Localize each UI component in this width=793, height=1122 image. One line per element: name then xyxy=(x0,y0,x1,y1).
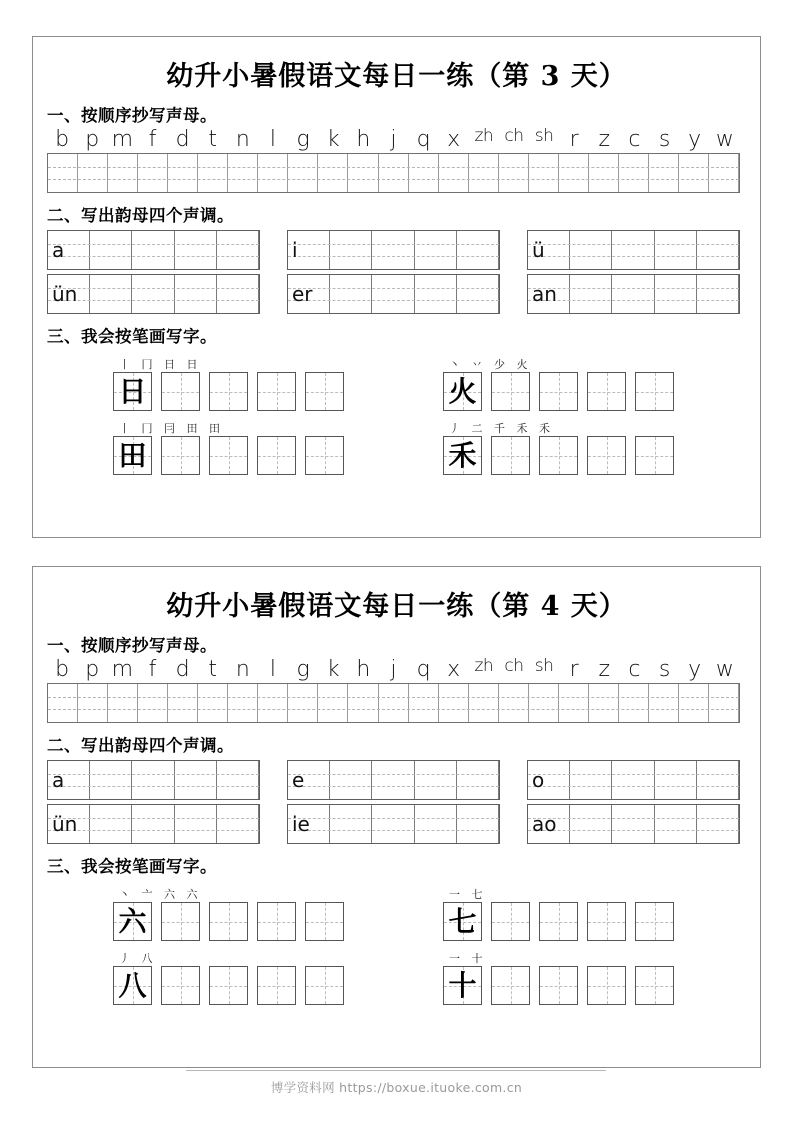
tone-cell[interactable] xyxy=(175,275,217,313)
writing-cell[interactable] xyxy=(439,154,469,192)
vowel-label: ü xyxy=(532,238,545,263)
initial-letter: sh xyxy=(534,656,554,676)
tone-cell[interactable] xyxy=(372,761,414,799)
grid-cross-vertical xyxy=(607,373,608,410)
initial-letter: s xyxy=(658,127,671,152)
tianzige-blank[interactable] xyxy=(209,966,248,1005)
grid-cross-vertical xyxy=(277,437,278,474)
writing-cell[interactable] xyxy=(439,684,469,722)
model-character: 日 xyxy=(118,374,147,408)
tianzige-blank[interactable] xyxy=(305,902,344,941)
tianzige-blank[interactable] xyxy=(209,436,248,475)
initial-letter: g xyxy=(296,127,310,152)
tone-cell[interactable] xyxy=(330,275,372,313)
initial-letter: n xyxy=(235,657,250,682)
stroke-order-sequence: 一 七 xyxy=(449,888,487,902)
tone-cell[interactable] xyxy=(457,805,499,843)
grid-cross-vertical xyxy=(325,903,326,940)
grid-cross-vertical xyxy=(511,373,512,410)
footer-divider xyxy=(186,1070,606,1071)
writing-cell[interactable] xyxy=(48,154,78,192)
initial-letter: j xyxy=(390,657,397,682)
initial-letter: n xyxy=(235,127,250,152)
tone-cell[interactable] xyxy=(612,805,654,843)
initial-letter: d xyxy=(175,657,190,682)
tianzige-row xyxy=(443,966,674,1005)
tone-practice-box[interactable] xyxy=(47,274,260,314)
worksheet-card-day3 xyxy=(32,36,761,538)
tianzige-blank[interactable] xyxy=(539,902,578,941)
tianzige-model[interactable] xyxy=(113,372,152,411)
grid-cross-vertical xyxy=(511,967,512,1004)
writing-cell[interactable] xyxy=(379,154,409,192)
vowel-label: i xyxy=(292,238,298,263)
initial-letter: f xyxy=(148,127,157,152)
tone-cell[interactable] xyxy=(612,761,654,799)
tone-cell[interactable] xyxy=(330,761,372,799)
writing-cell[interactable] xyxy=(78,154,108,192)
tianzige-blank[interactable] xyxy=(209,372,248,411)
initial-letter: h xyxy=(356,657,371,682)
tianzige-blank[interactable] xyxy=(257,902,296,941)
writing-cell[interactable] xyxy=(138,154,168,192)
tone-cell[interactable] xyxy=(612,231,654,269)
writing-cell[interactable] xyxy=(138,684,168,722)
grid-cross-vertical xyxy=(325,967,326,1004)
model-character: 禾 xyxy=(448,438,477,472)
tianzige-model[interactable] xyxy=(113,436,152,475)
initial-letter: b xyxy=(55,127,70,152)
grid-cross-vertical xyxy=(181,967,182,1004)
character-block xyxy=(113,421,344,475)
character-block xyxy=(443,951,674,1005)
writing-cell[interactable] xyxy=(318,684,348,722)
tone-cell[interactable] xyxy=(655,761,697,799)
tone-cell[interactable] xyxy=(372,231,414,269)
tone-cell[interactable] xyxy=(90,275,132,313)
writing-cell[interactable] xyxy=(288,154,318,192)
writing-cell[interactable] xyxy=(649,684,679,722)
vowel-label: ün xyxy=(52,282,78,307)
initial-letter: ch xyxy=(504,656,524,676)
grid-cross-vertical xyxy=(655,437,656,474)
grid-cross-vertical xyxy=(655,967,656,1004)
tianzige-blank[interactable] xyxy=(587,436,626,475)
tone-cell[interactable] xyxy=(457,761,499,799)
initials-writing-grid[interactable] xyxy=(47,153,740,193)
section-heading-copy-initials: 一、按顺序抄写声母。 xyxy=(47,106,217,125)
tone-practice-box[interactable] xyxy=(287,804,500,844)
tone-cell[interactable] xyxy=(612,275,654,313)
tone-cell[interactable] xyxy=(415,761,457,799)
tianzige-row xyxy=(113,966,344,1005)
tone-practice-box[interactable] xyxy=(287,230,500,270)
tone-row xyxy=(47,760,740,800)
section-heading-write-tones: 二、写出韵母四个声调。 xyxy=(47,206,234,226)
vowel-label: ün xyxy=(52,812,78,837)
grid-cross-vertical xyxy=(511,437,512,474)
tianzige-row xyxy=(443,436,674,475)
tone-cell[interactable] xyxy=(330,231,372,269)
initial-letter: z xyxy=(598,127,611,152)
tone-cell[interactable] xyxy=(457,275,499,313)
grid-cross-vertical xyxy=(559,373,560,410)
writing-cell[interactable] xyxy=(469,154,499,192)
tianzige-row xyxy=(113,902,344,941)
tone-row xyxy=(47,804,740,844)
writing-cell[interactable] xyxy=(529,154,559,192)
tianzige-blank[interactable] xyxy=(635,966,674,1005)
tone-practice-box[interactable] xyxy=(47,760,260,800)
initial-letter: b xyxy=(55,657,70,682)
initial-letter: l xyxy=(269,657,276,682)
vowel-label: ie xyxy=(292,812,310,837)
initial-letter: sh xyxy=(534,126,554,146)
grid-cross-vertical xyxy=(277,967,278,1004)
writing-cell[interactable] xyxy=(589,154,619,192)
initials-letter-row xyxy=(47,658,740,681)
tianzige-blank[interactable] xyxy=(161,902,200,941)
section-heading-stroke-writing: 三、我会按笔画写字。 xyxy=(47,857,217,877)
tianzige-row xyxy=(443,902,674,941)
model-character: 火 xyxy=(448,374,477,408)
vowel-label: an xyxy=(532,282,557,307)
writing-cell[interactable] xyxy=(228,684,258,722)
tone-cell[interactable] xyxy=(217,761,259,799)
writing-cell[interactable] xyxy=(409,684,439,722)
initial-letter: x xyxy=(447,127,461,152)
initial-letter: r xyxy=(569,657,579,682)
tone-cell[interactable] xyxy=(697,231,739,269)
footer-watermark xyxy=(0,1078,793,1096)
tone-cell[interactable] xyxy=(655,231,697,269)
tianzige-blank[interactable] xyxy=(539,436,578,475)
grid-cross-vertical xyxy=(181,903,182,940)
tone-cell[interactable] xyxy=(697,761,739,799)
writing-cell[interactable] xyxy=(679,154,709,192)
grid-cross-vertical xyxy=(181,437,182,474)
character-block xyxy=(443,357,674,411)
worksheet-card-day4 xyxy=(32,566,761,1068)
character-block xyxy=(443,887,674,941)
writing-cell[interactable] xyxy=(198,154,228,192)
writing-cell[interactable] xyxy=(709,684,739,722)
tone-practice-box[interactable] xyxy=(527,230,740,270)
character-practice-area xyxy=(33,353,760,503)
initial-letter: r xyxy=(569,127,579,152)
section-heading-write-tones: 二、写出韵母四个声调。 xyxy=(47,736,234,756)
initial-letter: l xyxy=(269,127,276,152)
tone-cell[interactable] xyxy=(570,761,612,799)
tianzige-model[interactable] xyxy=(443,902,482,941)
tianzige-row xyxy=(443,372,674,411)
tianzige-blank[interactable] xyxy=(257,436,296,475)
tone-practice-box[interactable] xyxy=(527,760,740,800)
tone-cell[interactable] xyxy=(132,231,174,269)
tone-practice-box[interactable] xyxy=(527,804,740,844)
tone-cell[interactable] xyxy=(570,275,612,313)
initials-letter-row xyxy=(47,128,740,151)
footer-text: 博学资料网 https://boxue.ituoke.com.cn xyxy=(270,1080,523,1095)
tone-cell[interactable] xyxy=(330,805,372,843)
tone-cell[interactable] xyxy=(655,275,697,313)
tone-cell[interactable] xyxy=(415,275,457,313)
tianzige-blank[interactable] xyxy=(539,372,578,411)
grid-cross-vertical xyxy=(229,437,230,474)
writing-cell[interactable] xyxy=(409,154,439,192)
tianzige-blank[interactable] xyxy=(587,372,626,411)
tone-cell[interactable] xyxy=(655,805,697,843)
tone-practice-box[interactable] xyxy=(527,274,740,314)
tone-cell[interactable] xyxy=(90,761,132,799)
model-character: 七 xyxy=(448,904,477,938)
initial-letter: t xyxy=(208,657,217,682)
writing-cell[interactable] xyxy=(559,154,589,192)
tianzige-blank[interactable] xyxy=(257,966,296,1005)
writing-cell[interactable] xyxy=(108,684,138,722)
writing-cell[interactable] xyxy=(619,154,649,192)
writing-cell[interactable] xyxy=(559,684,589,722)
tone-cell[interactable] xyxy=(697,805,739,843)
tianzige-row xyxy=(113,436,344,475)
model-character: 田 xyxy=(118,438,147,472)
tianzige-blank[interactable] xyxy=(491,436,530,475)
grid-cross-vertical xyxy=(655,373,656,410)
writing-cell[interactable] xyxy=(348,154,378,192)
tone-cell[interactable] xyxy=(372,805,414,843)
tone-cell[interactable] xyxy=(415,231,457,269)
vowel-label: o xyxy=(532,768,545,793)
vowel-label: a xyxy=(52,238,65,263)
initial-letter: p xyxy=(85,127,100,152)
tone-practice-box[interactable] xyxy=(47,804,260,844)
stroke-order-sequence: 丨 冂 冃 田 田 xyxy=(119,422,224,436)
tone-cell[interactable] xyxy=(217,805,259,843)
tianzige-blank[interactable] xyxy=(161,372,200,411)
tianzige-blank[interactable] xyxy=(635,436,674,475)
initial-letter: d xyxy=(175,127,190,152)
grid-cross-vertical xyxy=(559,903,560,940)
vowel-label: ao xyxy=(532,812,557,837)
initial-letter: p xyxy=(85,657,100,682)
grid-cross-vertical xyxy=(229,903,230,940)
grid-cross-vertical xyxy=(559,967,560,1004)
tone-cell[interactable] xyxy=(90,231,132,269)
tianzige-blank[interactable] xyxy=(491,966,530,1005)
initials-writing-grid[interactable] xyxy=(47,683,740,723)
grid-cross-vertical xyxy=(607,967,608,1004)
tianzige-blank[interactable] xyxy=(491,902,530,941)
stroke-order-sequence: 丿 八 xyxy=(119,952,157,966)
writing-cell[interactable] xyxy=(499,684,529,722)
tone-cell[interactable] xyxy=(570,805,612,843)
grid-cross-vertical xyxy=(607,903,608,940)
tianzige-model[interactable] xyxy=(443,436,482,475)
initial-letter: zh xyxy=(474,126,494,146)
initial-letter: q xyxy=(416,657,431,682)
grid-cross-vertical xyxy=(277,373,278,410)
vowel-label: a xyxy=(52,768,65,793)
writing-cell[interactable] xyxy=(529,684,559,722)
model-character: 十 xyxy=(448,968,477,1002)
tianzige-blank[interactable] xyxy=(587,902,626,941)
writing-cell[interactable] xyxy=(679,684,709,722)
tone-cell[interactable] xyxy=(697,275,739,313)
writing-cell[interactable] xyxy=(228,154,258,192)
initial-letter: w xyxy=(715,657,734,682)
initial-letter: m xyxy=(111,657,134,682)
worksheet-title: 幼升小暑假语文每日一练（第 3 天） xyxy=(166,61,627,92)
model-character: 八 xyxy=(118,968,147,1002)
grid-cross-vertical xyxy=(229,373,230,410)
grid-cross-vertical xyxy=(229,967,230,1004)
section-heading-copy-initials: 一、按顺序抄写声母。 xyxy=(47,636,217,655)
initial-letter: h xyxy=(356,127,371,152)
stroke-order-sequence: 丿 二 千 禾 禾 xyxy=(449,422,554,436)
writing-cell[interactable] xyxy=(318,154,348,192)
character-block xyxy=(113,887,344,941)
initial-letter: m xyxy=(111,127,134,152)
stroke-order-sequence: 丨 冂 日 日 xyxy=(119,358,202,372)
writing-cell[interactable] xyxy=(589,684,619,722)
tianzige-blank[interactable] xyxy=(209,902,248,941)
tianzige-blank[interactable] xyxy=(161,966,200,1005)
tianzige-blank[interactable] xyxy=(635,372,674,411)
grid-cross-vertical xyxy=(181,373,182,410)
initial-letter: j xyxy=(390,127,397,152)
tianzige-row xyxy=(113,372,344,411)
writing-cell[interactable] xyxy=(108,154,138,192)
tone-practice-box[interactable] xyxy=(47,230,260,270)
writing-cell[interactable] xyxy=(649,154,679,192)
vowel-label: er xyxy=(292,282,313,307)
initial-letter: q xyxy=(416,127,431,152)
tone-cell[interactable] xyxy=(457,231,499,269)
writing-cell[interactable] xyxy=(198,684,228,722)
tone-cell[interactable] xyxy=(132,275,174,313)
tianzige-blank[interactable] xyxy=(305,436,344,475)
initial-letter: z xyxy=(598,657,611,682)
initial-letter: f xyxy=(148,657,157,682)
writing-cell[interactable] xyxy=(48,684,78,722)
initial-letter: t xyxy=(208,127,217,152)
initial-letter: zh xyxy=(474,656,494,676)
tianzige-model[interactable] xyxy=(443,372,482,411)
section-heading-stroke-writing: 三、我会按笔画写字。 xyxy=(47,327,217,347)
initial-letter: k xyxy=(326,657,340,682)
writing-cell[interactable] xyxy=(469,684,499,722)
tone-cell[interactable] xyxy=(132,761,174,799)
tianzige-blank[interactable] xyxy=(491,372,530,411)
tianzige-blank[interactable] xyxy=(539,966,578,1005)
grid-cross-vertical xyxy=(325,373,326,410)
tianzige-blank[interactable] xyxy=(587,966,626,1005)
tianzige-blank[interactable] xyxy=(305,966,344,1005)
initial-letter: w xyxy=(715,127,734,152)
writing-cell[interactable] xyxy=(348,684,378,722)
tone-cell[interactable] xyxy=(175,761,217,799)
initial-letter: c xyxy=(628,657,641,682)
writing-cell[interactable] xyxy=(288,684,318,722)
tone-practice-box[interactable] xyxy=(287,760,500,800)
writing-cell[interactable] xyxy=(499,154,529,192)
writing-cell[interactable] xyxy=(168,154,198,192)
writing-cell[interactable] xyxy=(619,684,649,722)
tianzige-blank[interactable] xyxy=(305,372,344,411)
initial-letter: x xyxy=(447,657,461,682)
initial-letter: g xyxy=(296,657,310,682)
vowel-label: e xyxy=(292,768,305,793)
initial-letter: k xyxy=(326,127,340,152)
initial-letter: c xyxy=(628,127,641,152)
tone-practice-box[interactable] xyxy=(287,274,500,314)
initial-letter: y xyxy=(688,657,702,682)
stroke-order-sequence: 一 十 xyxy=(449,952,487,966)
tone-cell[interactable] xyxy=(217,275,259,313)
initial-letter: ch xyxy=(504,126,524,146)
tone-cell[interactable] xyxy=(372,275,414,313)
tianzige-model[interactable] xyxy=(443,966,482,1005)
tianzige-blank[interactable] xyxy=(257,372,296,411)
tone-row xyxy=(47,274,740,314)
character-practice-area xyxy=(33,883,760,1033)
stroke-order-sequence: 丶 丷 少 火 xyxy=(449,358,532,372)
writing-cell[interactable] xyxy=(709,154,739,192)
tone-cell[interactable] xyxy=(90,805,132,843)
initial-letter: y xyxy=(688,127,702,152)
tianzige-model[interactable] xyxy=(113,902,152,941)
grid-cross-vertical xyxy=(655,903,656,940)
tone-cell[interactable] xyxy=(175,231,217,269)
writing-cell[interactable] xyxy=(168,684,198,722)
writing-cell[interactable] xyxy=(258,684,288,722)
character-block xyxy=(443,421,674,475)
tone-cell[interactable] xyxy=(570,231,612,269)
grid-cross-vertical xyxy=(325,437,326,474)
worksheet-title: 幼升小暑假语文每日一练（第 4 天） xyxy=(166,591,627,622)
tone-row xyxy=(47,230,740,270)
character-block xyxy=(113,357,344,411)
stroke-order-sequence: 丶 亠 六 六 xyxy=(119,888,202,902)
grid-cross-vertical xyxy=(559,437,560,474)
grid-cross-vertical xyxy=(277,903,278,940)
tianzige-blank[interactable] xyxy=(635,902,674,941)
model-character: 六 xyxy=(118,904,147,938)
initial-letter: s xyxy=(658,657,671,682)
grid-cross-vertical xyxy=(607,437,608,474)
writing-cell[interactable] xyxy=(78,684,108,722)
tone-cell[interactable] xyxy=(132,805,174,843)
tianzige-model[interactable] xyxy=(113,966,152,1005)
tianzige-blank[interactable] xyxy=(161,436,200,475)
character-block xyxy=(113,951,344,1005)
tone-cell[interactable] xyxy=(217,231,259,269)
grid-cross-vertical xyxy=(511,903,512,940)
writing-cell[interactable] xyxy=(379,684,409,722)
writing-cell[interactable] xyxy=(258,154,288,192)
tone-cell[interactable] xyxy=(175,805,217,843)
tone-cell[interactable] xyxy=(415,805,457,843)
